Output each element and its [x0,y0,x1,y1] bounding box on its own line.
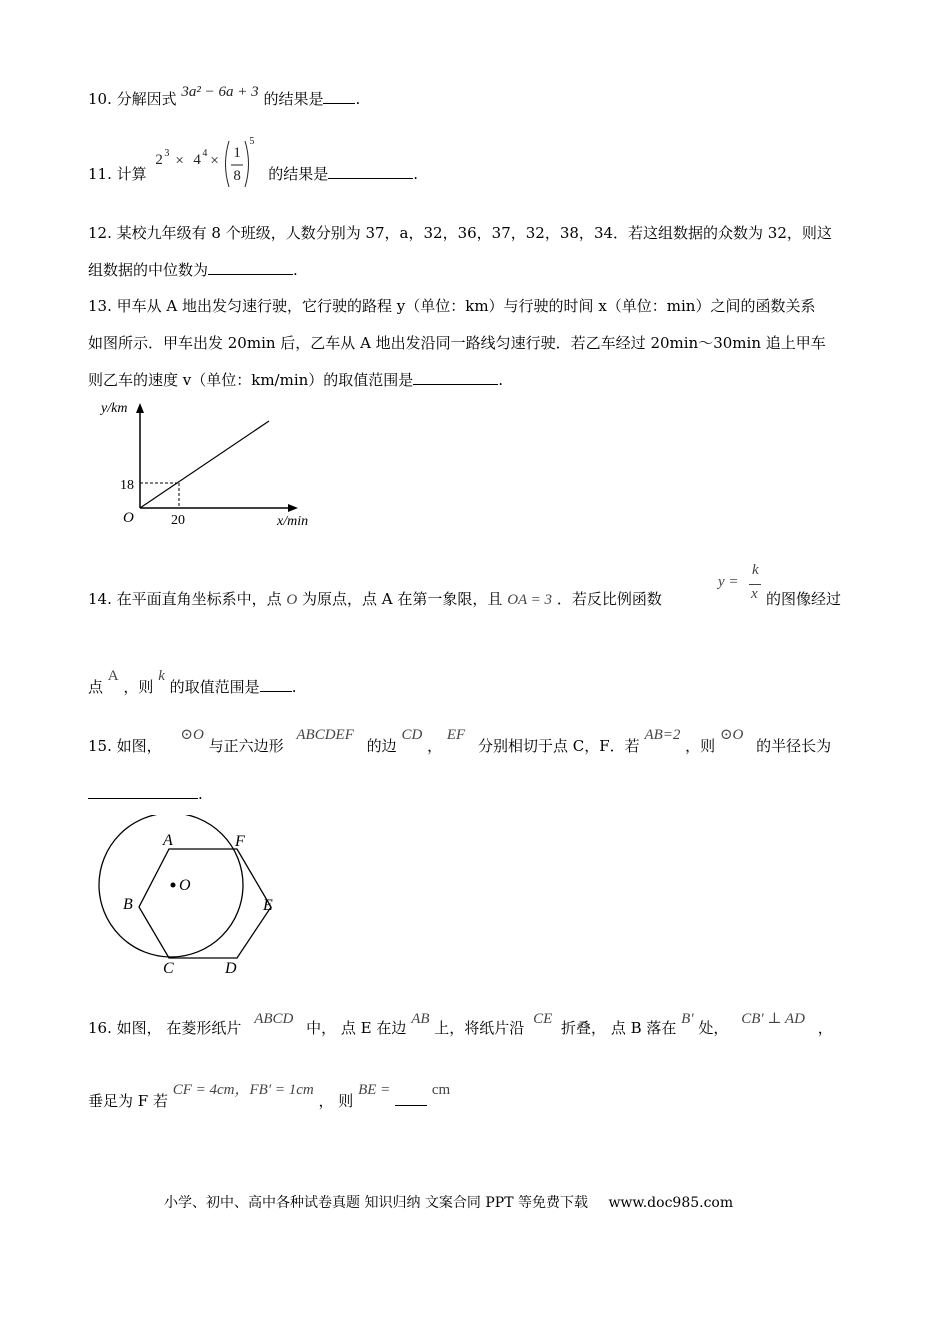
period: . [413,165,418,183]
function-y: y = [718,574,739,590]
q12-line2 [88,259,298,280]
origin-label: O [123,510,134,526]
rhombus-label: ABCD [254,1011,294,1027]
ab-length: AB=2 [644,727,681,743]
q14-line1-tail: 的图像经过 [766,590,842,608]
hexagon-label: ABCDEF [296,727,354,743]
q14-line2 [88,668,297,697]
q13-line1: 13. 甲车从 A 地出发匀速行驶，它行驶的路程 y（单位：km）与行驶的时间 x（单位：min）之间的函数关系 [88,297,816,315]
q15-text: 的半径长为 [756,737,832,755]
vertex-e: E [263,897,273,914]
fraction-denominator: x [751,586,758,602]
footer [164,1192,733,1212]
q16-text: 上，将纸片沿 [434,1019,525,1037]
answer-blank[interactable] [413,369,498,385]
period: . [293,261,298,279]
q15-text: 的边 [366,737,397,755]
base: 2 [155,152,163,168]
numerator: 1 [233,145,241,161]
y-axis-arrow [136,403,144,413]
period: . [198,785,203,803]
side-ab: AB [411,1011,430,1027]
hexagon-shape [139,849,271,958]
q11 [88,138,418,190]
answer-blank[interactable] [328,163,413,179]
q14-text: 14. 在平面直角坐标系中，点 [88,590,282,608]
x-axis-arrow [288,504,298,512]
q11-suffix: 的结果是 [268,165,329,183]
q16-text: 折叠， 点 B 落在 [561,1019,677,1037]
answer-blank[interactable] [208,259,293,275]
point-a: A [107,668,119,684]
k-symbol: k [158,668,165,684]
distance-line [140,421,269,508]
q16-text: ， [817,1019,833,1037]
circle-o: ⊙O [180,727,204,743]
exponent: 4 [202,148,208,159]
exponent: 3 [164,148,170,159]
length-expression: CF = 4cm，FB′ = 1cm [172,1082,314,1098]
q16-text: 垂足为 F 若 [88,1092,168,1110]
oa-expression: OA = 3 [507,592,553,608]
inverse-function [716,562,762,620]
vertex-a: A [163,832,173,849]
point-o: O [286,592,298,608]
distance-time-graph [95,395,330,535]
point-b-prime: B′ [681,1011,694,1027]
q14-text: 点 [88,678,104,696]
exponent: 5 [249,136,255,147]
perpendicular-expression: CB′ ⊥ AD [741,1011,805,1027]
q10 [88,84,361,109]
q13-line2: 如图所示．甲车出发 20min 后，乙车从 A 地出发沿同一路线匀速行驶．若乙车经过 20min～30min 追上甲车 [88,334,826,352]
q10-prompt: 分解因式 [116,90,177,108]
q16-text: 处， [698,1019,729,1037]
vertex-b: B [123,896,133,913]
q15-line1 [88,727,832,756]
answer-blank[interactable] [323,88,355,104]
vertex-d: D [225,960,237,977]
base: 4 [193,152,201,168]
q13-prompt: 则乙车的速度 v（单位：km/min）的取值范围是 [88,371,414,389]
q14-text: ．若反比例函数 [556,590,662,608]
circle-hexagon-figure [95,815,290,980]
period: . [355,90,361,108]
q11-number: 11. [88,165,117,183]
fraction-numerator: k [752,562,759,578]
vertex-f: F [235,833,245,850]
x-tick-label: 20 [171,513,185,528]
fold-line-ce: CE [533,1011,553,1027]
q13-line3 [88,369,503,390]
answer-blank[interactable] [395,1090,427,1106]
answer-blank[interactable] [260,676,292,692]
q10-number: 10. [88,90,117,108]
center-label: O [179,877,191,894]
q11-prompt: 计算 [116,165,147,183]
unit-cm: cm [431,1082,451,1098]
q16-text: 中， 点 E 在边 [306,1019,407,1037]
q15-text: ，则 [685,737,716,755]
q16-text: ， 则 [318,1092,354,1110]
q15-text: 与正六边形 [208,737,284,755]
q10-expression: 3a² − 6a + 3 [181,84,259,100]
circle-o: ⊙O [719,727,744,743]
y-tick-label: 18 [120,478,134,493]
q16-text: 16. 如图， 在菱形纸片 [88,1019,242,1037]
x-axis-label: x/min [277,514,309,529]
side-cd: CD [401,727,423,743]
center-point [171,883,176,888]
q10-suffix: 的结果是 [263,90,324,108]
period: . [498,371,504,389]
period: . [291,678,297,696]
footer-text: 小学、初中、高中各种试卷真题 知识归纳 文案合同 PPT 等免费下载 [164,1195,588,1211]
times-sign: × [210,153,219,169]
q12-line1: 12. 某校九年级有 8 个班级，人数分别为 37，a，32，36，37，32，38，34．若这组数据的众数为 32，则这 [88,224,832,242]
q14-line1 [88,588,662,609]
q15-line2 [88,783,203,803]
be-expression: BE = [358,1082,391,1098]
q12-prompt: 组数据的中位数为 [88,261,209,279]
q14-text: ，则 [123,678,154,696]
q15-text: 分别相切于点 C，F．若 [478,737,640,755]
times-sign: × [175,153,184,169]
denominator: 8 [233,168,241,184]
side-ef: EF [446,727,466,743]
q16-line2 [88,1082,451,1111]
q14-text: 的取值范围是 [169,678,260,696]
q15-text: ， [427,737,443,755]
q11-expression [151,136,255,190]
y-axis-label: y/km [101,401,128,416]
vertex-c: C [163,960,174,977]
q14-text: 为原点，点 A 在第一象限，且 [302,590,503,608]
q15-text: 15. 如图， [88,737,162,755]
footer-site[interactable]: www.doc985.com [608,1195,734,1211]
answer-blank[interactable] [88,783,198,799]
fraction-bar [749,584,761,585]
q16-line1 [88,1011,833,1038]
